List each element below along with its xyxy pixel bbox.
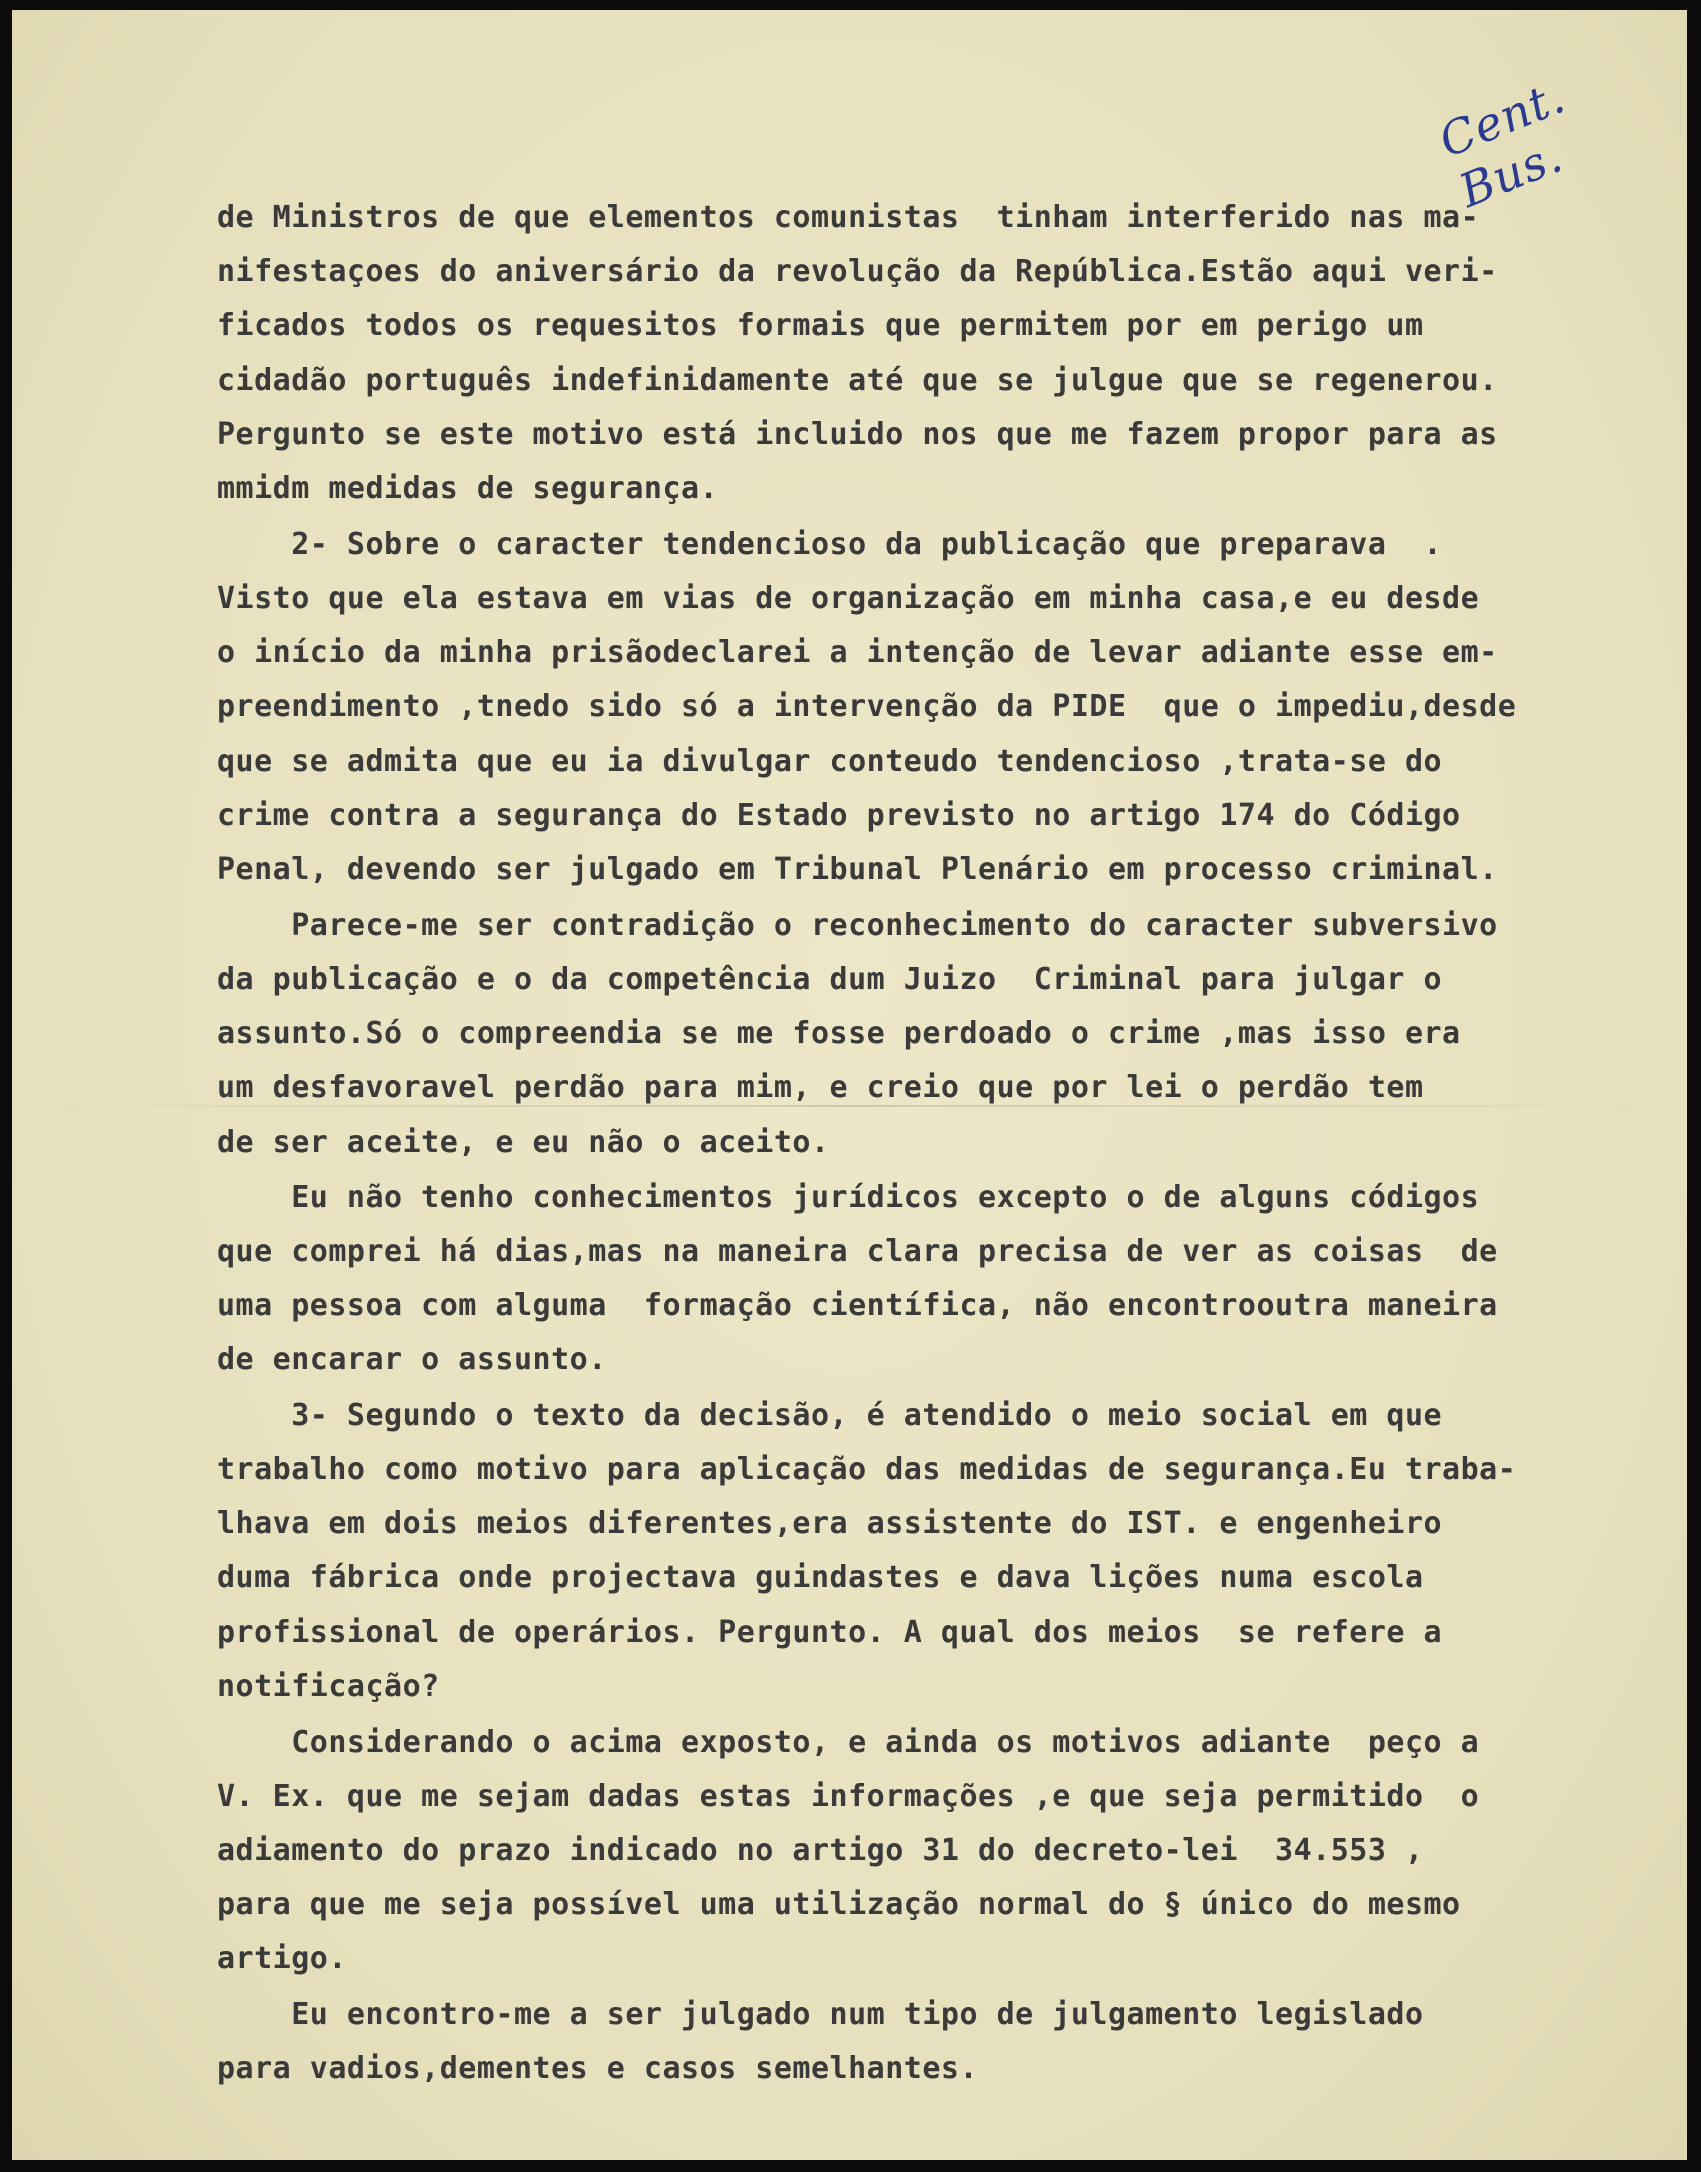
text-line: um desfavoravel perdão para mim, e creio que por lei o perdão tem [217, 1070, 1424, 1105]
text-line: Considerando o acima exposto, e ainda os motivos adiante peço a [217, 1725, 1480, 1760]
text-line: Parece-me ser contradição o reconhecimento do caracter subversivo [217, 908, 1498, 943]
text-line: da publicação e o da competência dum Juizo Criminal para julgar o [217, 962, 1443, 997]
text-line: para vadios,dementes e casos semelhantes. [217, 2051, 979, 2086]
text-line: Pergunto se este motivo está incluido nos que me fazem propor para as [217, 417, 1498, 452]
text-line: ficados todos os requesitos formais que permitem por em perigo um [217, 308, 1424, 343]
text-line: V. Ex. que me sejam dadas estas informações ,e que seja permitido o [217, 1779, 1480, 1814]
text-line: crime contra a segurança do Estado previsto no artigo 174 do Código [217, 798, 1461, 833]
text-line: Eu encontro-me a ser julgado num tipo de julgamento legislado [217, 1997, 1424, 2032]
text-line: Eu não tenho conhecimentos jurídicos excepto o de alguns códigos [217, 1180, 1480, 1215]
text-line: uma pessoa com alguma formação científica, não encontrooutra maneira [217, 1288, 1498, 1323]
text-line: lhava em dois meios diferentes,era assistente do IST. e engenheiro [217, 1506, 1443, 1541]
text-line: preendimento ,tnedo sido só a intervenção da PIDE que o impediu,desde [217, 689, 1517, 724]
text-line: Penal, devendo ser julgado em Tribunal Plenário em processo criminal. [217, 852, 1498, 887]
text-line: notificação? [217, 1669, 440, 1704]
text-line: assunto.Só o compreendia se me fosse perdoado o crime ,mas isso era [217, 1016, 1461, 1051]
text-line: que comprei há dias,mas na maneira clara precisa de ver as coisas de [217, 1234, 1498, 1269]
text-line: 3- Segundo o texto da decisão, é atendido o meio social em que [217, 1398, 1443, 1433]
text-line: adiamento do prazo indicado no artigo 31 do decreto-lei 34.553 , [217, 1833, 1424, 1868]
text-line: mmidm medidas de segurança. [217, 471, 719, 506]
text-line: o início da minha prisãodeclarei a intenção de levar adiante esse em- [217, 635, 1498, 670]
text-line: de ser aceite, e eu não o aceito. [217, 1125, 830, 1160]
text-line: Visto que ela estava em vias de organização em minha casa,e eu desde [217, 581, 1480, 616]
text-line: 2- Sobre o caracter tendencioso da publicação que preparava . [217, 527, 1443, 562]
text-line: duma fábrica onde projectava guindastes e dava lições numa escola [217, 1560, 1424, 1595]
text-line: cidadão português indefinidamente até que se julgue que se regenerou. [217, 363, 1498, 398]
text-line: de encarar o assunto. [217, 1342, 607, 1377]
document-page [12, 10, 1687, 2160]
text-line: que se admita que eu ia divulgar conteudo tendencioso ,trata-se do [217, 744, 1443, 779]
text-line: nifestaçoes do aniversário da revolução da República.Estão aqui veri- [217, 254, 1498, 289]
text-line: de Ministros de que elementos comunistas tinham interferido nas ma- [217, 200, 1480, 235]
handwritten-annotation: Cent. Bus. [1431, 69, 1573, 218]
text-line: para que me seja possível uma utilização normal do § único do mesmo [217, 1887, 1461, 1922]
text-line: profissional de operários. Pergunto. A qual dos meios se refere a [217, 1615, 1443, 1650]
text-line: trabalho como motivo para aplicação das medidas de segurança.Eu traba- [217, 1452, 1517, 1487]
text-line: artigo. [217, 1941, 347, 1976]
